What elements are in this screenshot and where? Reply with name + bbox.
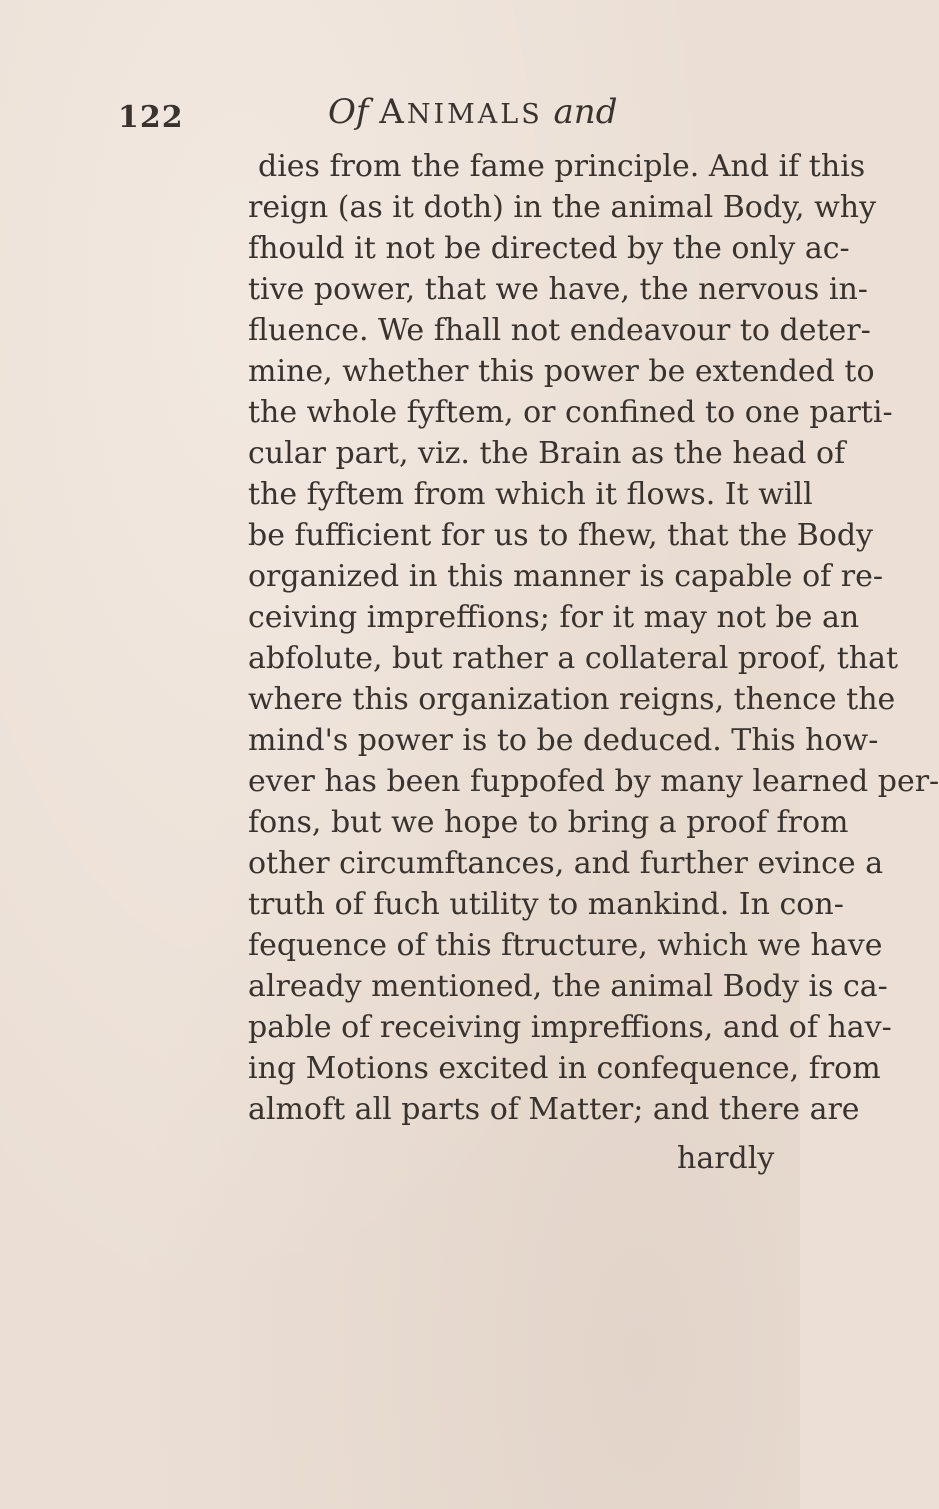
body-line: mind's power is to be deduced. This how- [248, 723, 879, 758]
body-line: fequence of this ftructure, which we have [248, 928, 883, 963]
body-line: the fyftem from which it flows. It will [248, 477, 813, 512]
running-title-prefix: Of [328, 92, 369, 132]
body-line: ing Motions excited in confequence, from [248, 1051, 881, 1086]
body-line: cular part, viz. the Brain as the head of [248, 436, 846, 471]
body-line: fons, but we hope to bring a proof from [248, 805, 849, 840]
running-title-suffix: and [553, 92, 618, 132]
body-line: fluence. We fhall not endeavour to deter- [248, 313, 871, 348]
running-title-main: ANIMALS [379, 92, 543, 132]
body-line: other circumftances, and further evince a [248, 846, 884, 881]
body-line: already mentioned, the animal Body is ca- [248, 969, 888, 1004]
body-line: abfolute, but rather a collateral proof, that [248, 641, 899, 676]
body-line: reign (as it doth) in the animal Body, why [248, 190, 877, 225]
body-line: where this organization reigns, thence the [248, 682, 896, 717]
body-line: truth of fuch utility to mankind. In con- [248, 887, 844, 922]
running-title [328, 92, 617, 132]
running-head [118, 92, 758, 142]
body-line: tive power, that we have, the nervous in- [248, 272, 868, 307]
body-line: pable of receiving impreffions, and of hav- [248, 1010, 892, 1045]
body-line: fhould it not be directed by the only ac- [248, 231, 850, 266]
catchword: hardly [677, 1141, 775, 1176]
body-line: ever has been fuppofed by many learned per- [248, 764, 939, 799]
body-line: almoft all parts of Matter; and there are [248, 1092, 860, 1127]
body-line: the whole fyftem, or confined to one parti- [248, 395, 893, 430]
body-line: be fufficient for us to fhew, that the Body [248, 518, 873, 553]
body-line: organized in this manner is capable of re- [248, 559, 883, 594]
body-line: ceiving impreffions; for it may not be an [248, 600, 860, 635]
body-line: dies from the fame principle. And if this [258, 149, 866, 184]
page-number: 122 [118, 100, 184, 135]
body-line: mine, whether this power be extended to [248, 354, 875, 389]
